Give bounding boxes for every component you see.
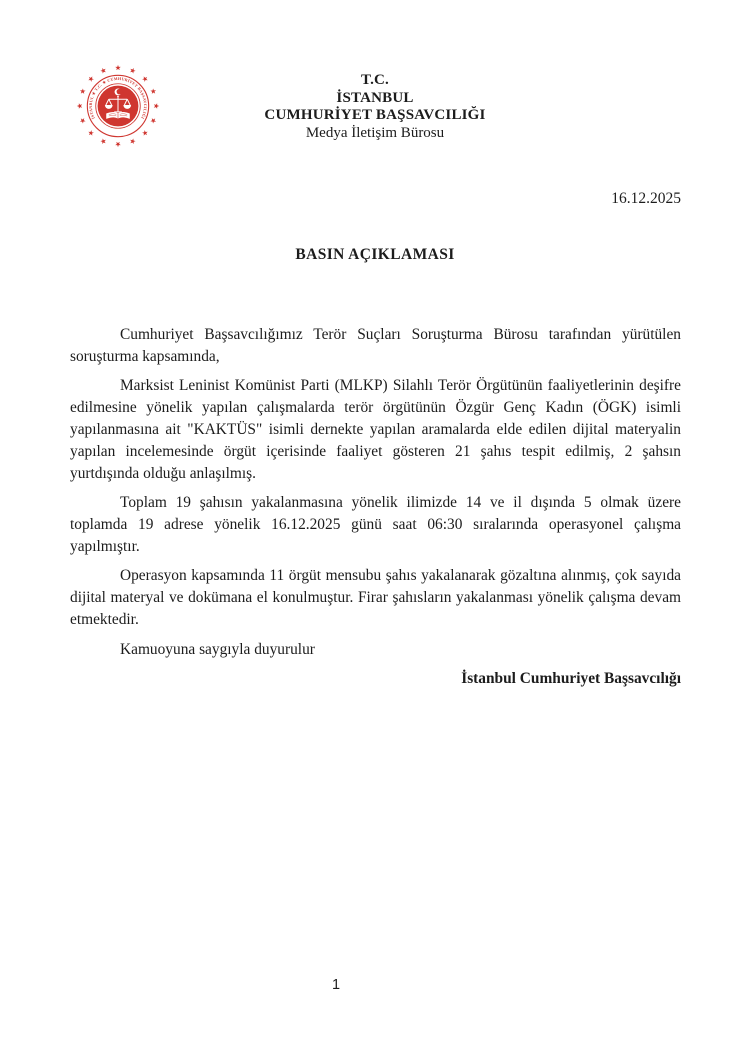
document-body — [70, 324, 681, 690]
page-number: 1 — [331, 977, 341, 993]
letterhead — [0, 72, 750, 142]
letterhead-office: CUMHURİYET BAŞSAVCILIĞI — [264, 107, 486, 123]
letterhead-bureau: Medya İletişim Bürosu — [305, 124, 445, 141]
signature-line: İstanbul Cumhuriyet Başsavcılığı — [461, 670, 681, 687]
document-date: 16.12.2025 — [611, 190, 681, 207]
press-release-title: BASIN AÇIKLAMASI — [295, 246, 455, 263]
seal-ring-text: İSTANBUL ★ T.C. ★ CUMHURİYET BAŞSAVCILIĞI — [87, 75, 149, 120]
body-paragraph: Toplam 19 şahısın yakalanmasına yönelik ilimizde 14 ve il dışında 5 olmak üzere toplamda 19 adrese yönelik 16.12.2025 günü saat 06:30 sıralarında operasyonel çalışma yapılmıştır. — [70, 494, 681, 555]
closing-line: Kamuoyuna saygıyla duyurulur — [120, 641, 315, 658]
body-paragraph: Cumhuriyet Başsavcılığımız Terör Suçları Soruşturma Bürosu tarafından yürütülen soruşturma kapsamında, — [70, 326, 681, 365]
body-paragraph: Operasyon kapsamında 11 örgüt mensubu şahıs yakalanarak gözaltına alınmış, çok sayıda dijital materyal ve dokümana el konulmuştur. Firar şahısların yakalanması yönelik çalışma devam etmektedir. — [70, 567, 681, 628]
letterhead-republic: T.C. — [360, 72, 390, 88]
body-paragraph: Marksist Leninist Komünist Parti (MLKP) Silahlı Terör Örgütünün faaliyetlerinin deşifre edilmesine yönelik yapılan çalışmalarda terör örgütünün Özgür Genç Kadın (ÖGK) isimli yapılanmasına ait "KAKTÜS" isimli dernekte yapılan aramalarda elde edilen dijital materyalin yapılan incelemesinde örgüt içerisinde faaliyet gösteren 21 şahıs tespit edilmiş, 2 şahsın yurtdışında olduğu anlaşılmış. — [70, 377, 681, 482]
letterhead-city: İSTANBUL — [336, 89, 414, 106]
